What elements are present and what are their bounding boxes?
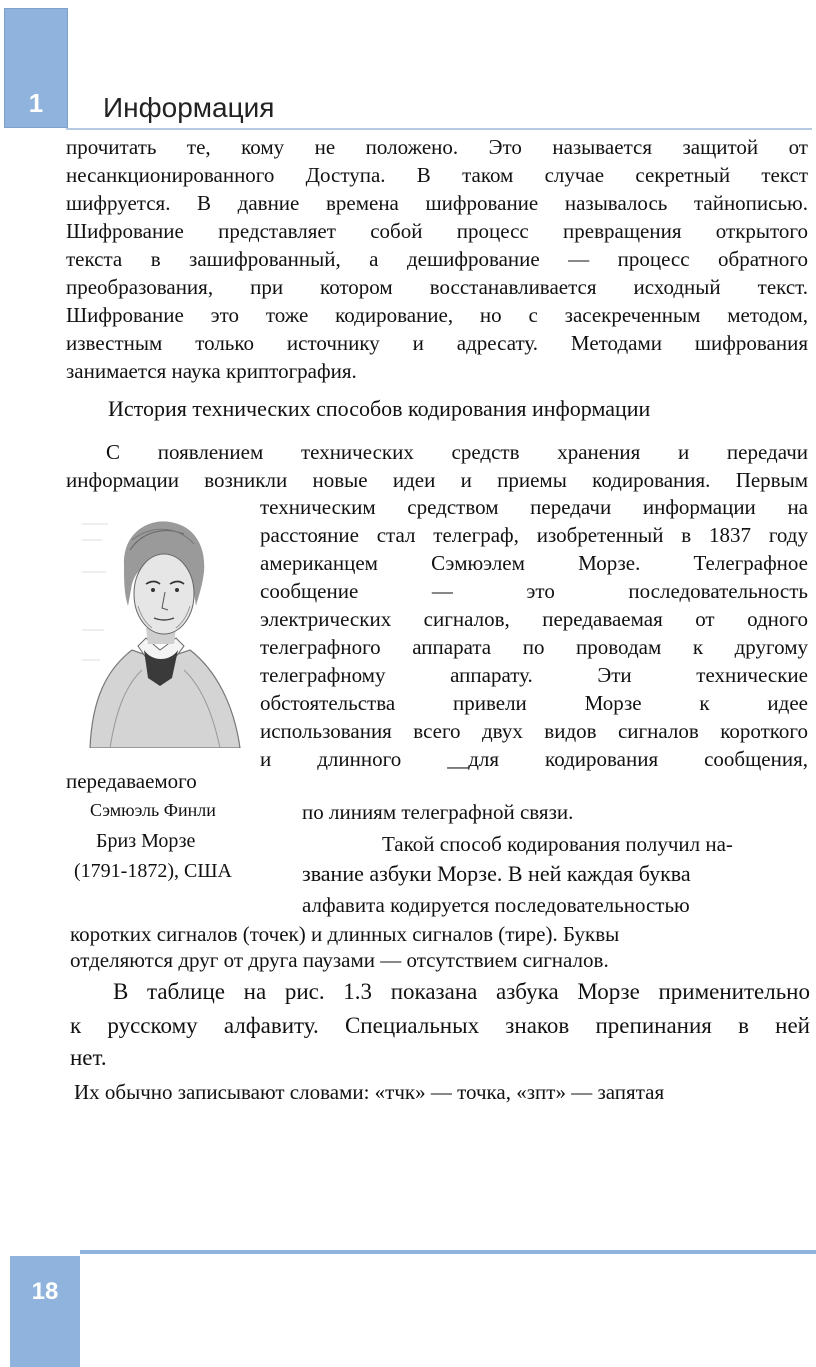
text-line: С появлением технических средств хранения и передачи [106,440,808,464]
text-line: алфавита кодируется последовательностью [302,893,690,917]
chapter-number: 1 [28,88,44,118]
footer-rule [80,1250,816,1254]
text-line: преобразования, при котором восстанавливается исходный текст. [66,275,808,299]
chapter-title: Информация [103,92,275,123]
caption-dates: (1791-1872), США [74,860,232,882]
text-line: передаваемого [66,769,197,793]
text-line: занимается наука криптография. [66,359,357,383]
caption-surname: Бриз Морзе [96,830,196,852]
text-line: расстояние стал телеграф, изобретенный в 1837 году [260,523,808,547]
text-line: по линиям телеграфной связи. [302,800,574,824]
page-number-tab [10,1256,80,1367]
text-line: Шифрование представляет собой процесс превращения открытого [66,219,808,243]
text-line: техническим средством передачи информации на [260,495,808,519]
text-line: Их обычно записывают словами: «тчк» — точка, «зпт» — запятая [74,1080,665,1104]
text-line: сообщение — это последовательность [260,579,808,603]
text-line: телеграфного аппарата по проводам к другому [260,635,808,659]
section-heading: История технических способов кодирования информации [108,396,651,421]
text-line: телеграфному аппарату. Эти технические [260,663,808,687]
text-line: В таблице на рис. 1.3 показана азбука Морзе применительно [113,979,810,1004]
text-line: Такой способ кодирования получил на- [382,832,733,856]
text-line: шифруется. В давние времена шифрование называлось тайнописью. [66,191,808,215]
text-line: к русскому алфавиту. Специальных знаков препинания в ней [70,1013,810,1038]
text-line: нет. [70,1045,107,1070]
portrait-engraving [80,510,242,748]
text-line: обстоятельства привели Морзе к идее [260,691,808,715]
text-line: коротких сигналов (точек) и длинных сигналов (тире). Буквы [70,922,620,946]
header-rule [66,128,812,130]
text-line: и длинного __для кодирования сообщения, [260,747,808,771]
text-line: электрических сигналов, передаваемая от одного [260,607,808,631]
page-number: 18 [31,1278,59,1305]
text-line: звание азбуки Морзе. В ней каждая буква [302,861,691,886]
chapter-tab [4,8,68,128]
text-line: отделяются друг от друга паузами — отсутствием сигналов. [70,948,609,972]
text-line: Шифрование это тоже кодирование, но с засекреченным методом, [66,303,808,327]
caption-name: Сэмюэль Финли [90,800,216,820]
text-line: американцем Сэмюэлем Морзе. Телеграфное [260,551,808,575]
text-line: информации возникли новые идеи и приемы кодирования. Первым [66,468,808,492]
text-line: прочитать те, кому не положено. Это называется защитой от [66,135,808,159]
text-line: текста в зашифрованный, а дешифрование — процесс обратного [66,247,808,271]
text-line: известным только источнику и адресату. Методами шифрования [66,331,808,355]
text-line: несанкционированного Доступа. В таком случае секретный текст [66,163,808,187]
text-line: использования всего двух видов сигналов короткого [260,719,808,743]
portrait-morse [80,510,242,748]
